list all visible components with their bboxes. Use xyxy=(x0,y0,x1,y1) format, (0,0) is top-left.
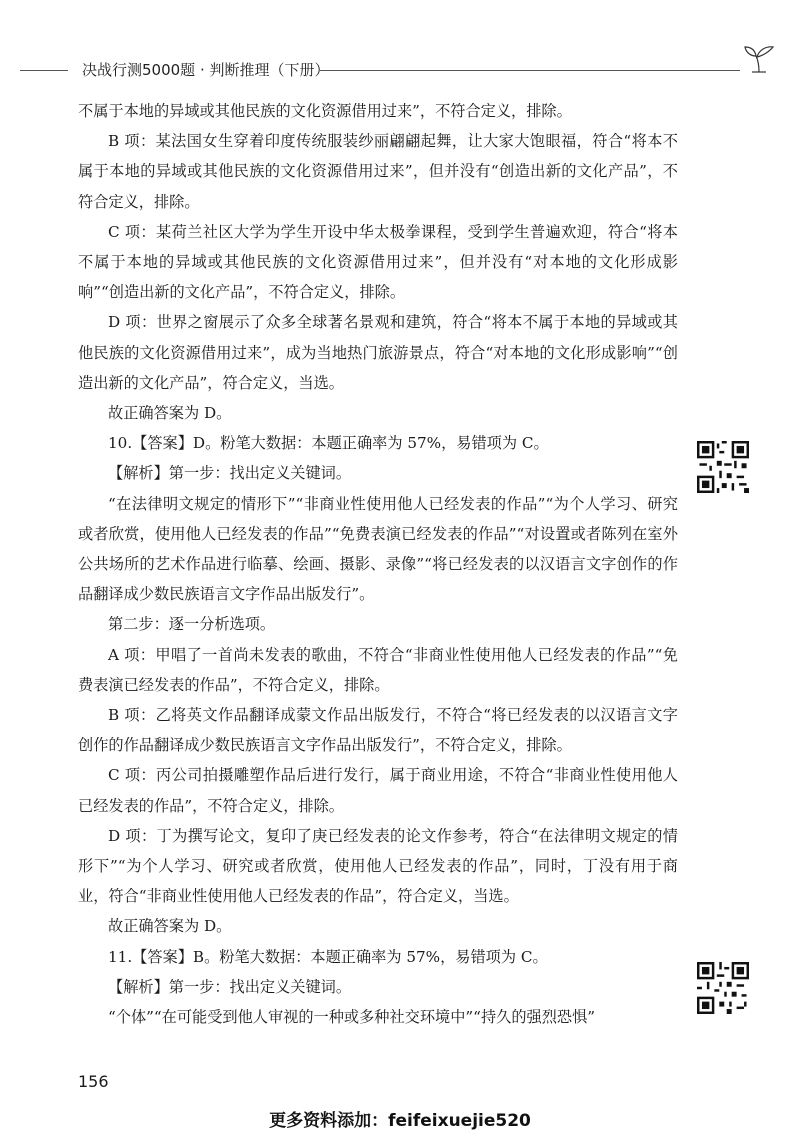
q10-analysis-heading: 【解析】第一步：找出定义关键词。 xyxy=(108,464,351,483)
q10-option-b: B 项：乙将英文作品翻译成蒙文作品出版发行，不符合“将已经发表的以汉语言文字创作的作品翻译成少数民族语言文字作品出版发行”，不符合定义，排除。 xyxy=(78,706,678,755)
book-title: 决战行测5000题 · 判断推理（下册） xyxy=(82,61,330,79)
q11-analysis-heading: 【解析】第一步：找出定义关键词。 xyxy=(108,977,351,996)
q10-option-d: D 项：丁为撰写论文，复印了庚已经发表的论文作参考，符合“在法律明文规定的情形下”“为个人学习、研究或者欣赏，使用他人已经发表的作品”，同时，丁没有用于商业，符合“非商业性使用他人已经发表的作品”，符合定义，当选。 xyxy=(78,826,678,906)
conclusion: 故正确答案为 D。 xyxy=(108,404,232,423)
header-rule-left xyxy=(20,70,68,71)
q11-answer: 11.【答案】B。粉笔大数据：本题正确率为 57%，易错项为 C。 xyxy=(108,947,548,966)
option-d-analysis: D 项：世界之窗展示了众多全球著名景观和建筑，符合“将本不属于本地的异域或其他民族的文化资源借用过来”，成为当地热门旅游景点，符合“对本地的文化形成影响”“创造出新的文化产品”，符合定义，当选。 xyxy=(78,313,678,392)
header-rule-right xyxy=(320,70,740,71)
page-number: 156 xyxy=(78,1072,109,1091)
answer-explanations xyxy=(78,96,678,1032)
qr-code-icon[interactable] xyxy=(697,441,749,493)
running-header xyxy=(20,58,780,82)
sprout-icon xyxy=(742,44,776,74)
q11-keywords: “个体”“在可能受到他人审视的一种或多种社交环境中”“持久的强烈恐惧” xyxy=(108,1008,596,1027)
q10-conclusion: 故正确答案为 D。 xyxy=(108,917,232,936)
q10-answer: 10.【答案】D。粉笔大数据：本题正确率为 57%，易错项为 C。 xyxy=(108,434,549,453)
q10-keywords: “在法律明文规定的情形下”“非商业性使用他人已经发表的作品”“为个人学习、研究或者欣赏，使用他人已经发表的作品”“免费表演已经发表的作品”“对设置或者陈列在室外公共场所的艺术作品进行临摹、绘画、摄影、录像”“将已经发表的以汉语言文字创作的作品翻译成少数民族语言文字作品出版发行”。 xyxy=(78,494,678,604)
option-c-analysis: C 项：某荷兰社区大学为学生开设中华太极拳课程，受到学生普遍欢迎，符合“将本不属于本地的异域或其他民族的文化资源借用过来”，但并没有“对本地的文化形成影响”“创造出新的文化产品”，不符合定义，排除。 xyxy=(78,222,678,302)
q10-option-a: A 项：甲唱了一首尚未发表的歌曲，不符合“非商业性使用他人已经发表的作品”“免费表演已经发表的作品”，不符合定义，排除。 xyxy=(78,645,678,694)
paragraph-continuation: 不属于本地的异域或其他民族的文化资源借用过来”，不符合定义，排除。 xyxy=(78,102,572,120)
q10-option-c: C 项：丙公司拍摄雕塑作品后进行发行，属于商业用途，不符合“非商业性使用他人已经发表的作品”，不符合定义，排除。 xyxy=(78,766,678,815)
footer-contact: 更多资料添加：feifeixuejie520 xyxy=(269,1111,531,1131)
q10-step-two: 第二步：逐一分析选项。 xyxy=(108,615,276,634)
qr-code-icon[interactable] xyxy=(697,962,749,1014)
option-b-analysis: B 项：某法国女生穿着印度传统服装纱丽翩翩起舞，让大家大饱眼福，符合“将本不属于本地的异域或其他民族的文化资源借用过来”，但并没有“创造出新的文化产品”，不符合定义，排除。 xyxy=(78,132,678,211)
